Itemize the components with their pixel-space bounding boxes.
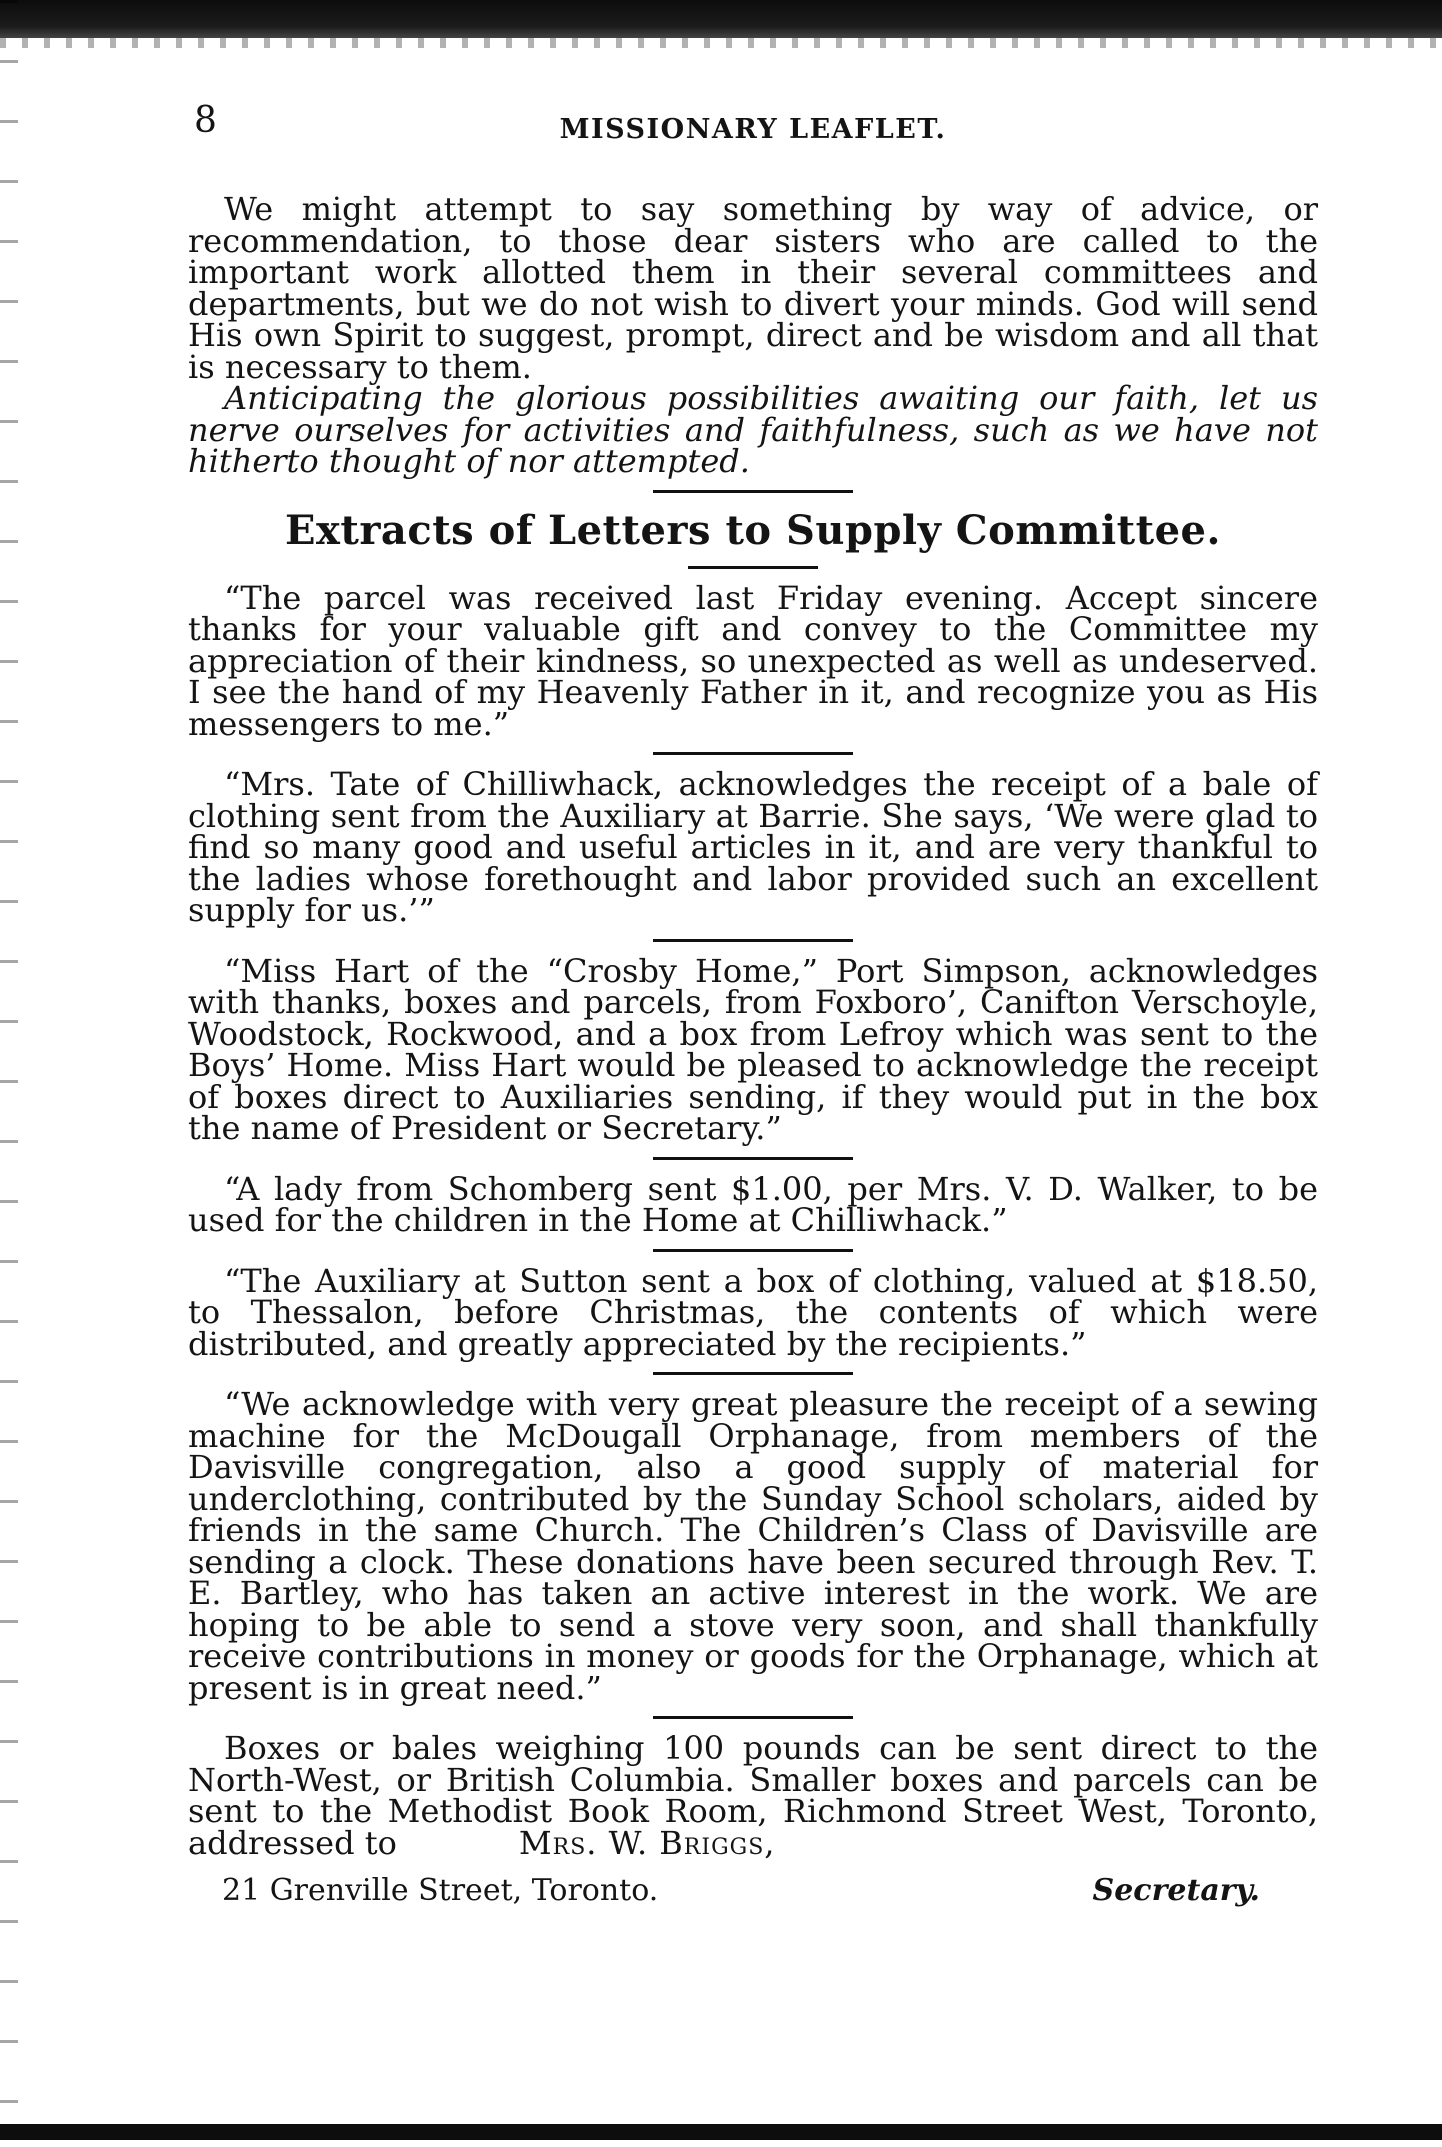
signatory-name: Mrs. W. Briggs,: [518, 1823, 776, 1862]
scan-border-left: [0, 0, 18, 2147]
letter-divider: [653, 939, 853, 942]
closing-body: Boxes or bales weighing 100 pounds can be sent direct to the North-West, or British Columbia. Smaller boxes and parcels can be sent to the Methodist Book Room, Richmond Street West, Toronto, addressed to: [188, 1729, 1318, 1862]
letter-text: “The Auxiliary at Sutton sent a box of clothing, valued at $18.50, to Thessalon, before Christmas, the contents of which were distributed, and greatly appreciated by the recipients.”: [188, 1261, 1318, 1363]
letter-extract: [188, 1169, 1318, 1239]
signatory-role: Secretary.: [1092, 1873, 1260, 1908]
page-number: 8: [194, 100, 219, 141]
leaflet-title: MISSIONARY LEAFLET.: [559, 114, 947, 145]
section-divider: [653, 490, 853, 493]
office-address: 21 Grenville Street, Toronto.: [222, 1873, 659, 1908]
intro-section: [188, 190, 1318, 480]
intro-paragraph-text: Anticipating the glorious possibilities awaiting our faith, let us nerve ourselves for activities and faithfulness, such as we have not hitherto thought of nor attempted.: [188, 379, 1318, 480]
letter-extract: [188, 951, 1318, 1147]
closing-notice: [188, 1729, 1318, 1862]
letter-text: “We acknowledge with very great pleasure the receipt of a sewing machine for the McDougall Orphanage, from members of the Davisville congregation, also a good supply of material for underclothing, contributed by the Sunday School scholars, aided by friends in the same Church. The Children’s Class of Davisville are sending a clock. These donations have been secured through Rev. T. E. Bartley, who has taken an active interest in the work. We are hoping to be able to send a stove very soon, and shall thankfully receive contributions in money or goods for the Orphanage, which at present is in great need.”: [188, 1385, 1318, 1707]
letter-text: “A lady from Schomberg sent $1.00, per Mrs. V. D. Walker, to be used for the children in the Home at Chilliwhack.”: [188, 1169, 1318, 1239]
letter-text: “Miss Hart of the “Crosby Home,” Port Simpson, acknowledges with thanks, boxes and parcels, from Foxboro’, Canifton Verschoyle, Woodstock, Rockwood, and a box from Lefroy which was sent to the Boys’ Home. Miss Hart would be pleased to acknowledge the receipt of boxes direct to Auxiliaries sending, if they would put in the box the name of President or Secretary.”: [188, 951, 1318, 1147]
section-heading: Extracts of Letters to Supply Committee.: [285, 506, 1221, 554]
letter-text: “The parcel was received last Friday evening. Accept sincere thanks for your valuable gift and convey to the Committee my appreciation of their kindness, so unexpected as well as undeserved. I see the hand of my Heavenly Father in it, and recognize you as His messengers to me.”: [188, 578, 1318, 743]
letter-divider: [653, 1157, 853, 1160]
intro-paragraph: [188, 379, 1318, 480]
address-line: [188, 1873, 1318, 1913]
letter-extract: [188, 765, 1318, 929]
leaflet-page: [188, 100, 1318, 1913]
closing-text: [188, 1729, 1318, 1862]
letter-divider: [653, 1716, 853, 1719]
intro-paragraph: We might attempt to say something by way of advice, or recommendation, to those dear sisters who are called to the important work allotted them in their several committees and departments, but we do not wish to divert your minds. God will send His own Spirit to suggest, prompt, direct and be wisdom and all that is necessary to them.: [188, 190, 1318, 386]
letter-extract: [188, 1385, 1318, 1707]
heading-divider: [688, 566, 818, 569]
letter-extract: [188, 1261, 1318, 1363]
scan-border-top: [0, 0, 1442, 38]
scan-border-bottom: [0, 2124, 1442, 2140]
letter-text: “Mrs. Tate of Chilliwhack, acknowledges the receipt of a bale of clothing sent from the Auxiliary at Barrie. She says, ‘We were glad to find so many good and useful articles in it, and are very thankful to the ladies whose forethought and labor provided such an excellent supply for us.’”: [188, 765, 1318, 929]
letter-divider: [653, 1249, 853, 1252]
letter-extract: [188, 578, 1318, 743]
running-head: [188, 100, 1318, 160]
letter-divider: [653, 1372, 853, 1375]
letter-divider: [653, 752, 853, 755]
